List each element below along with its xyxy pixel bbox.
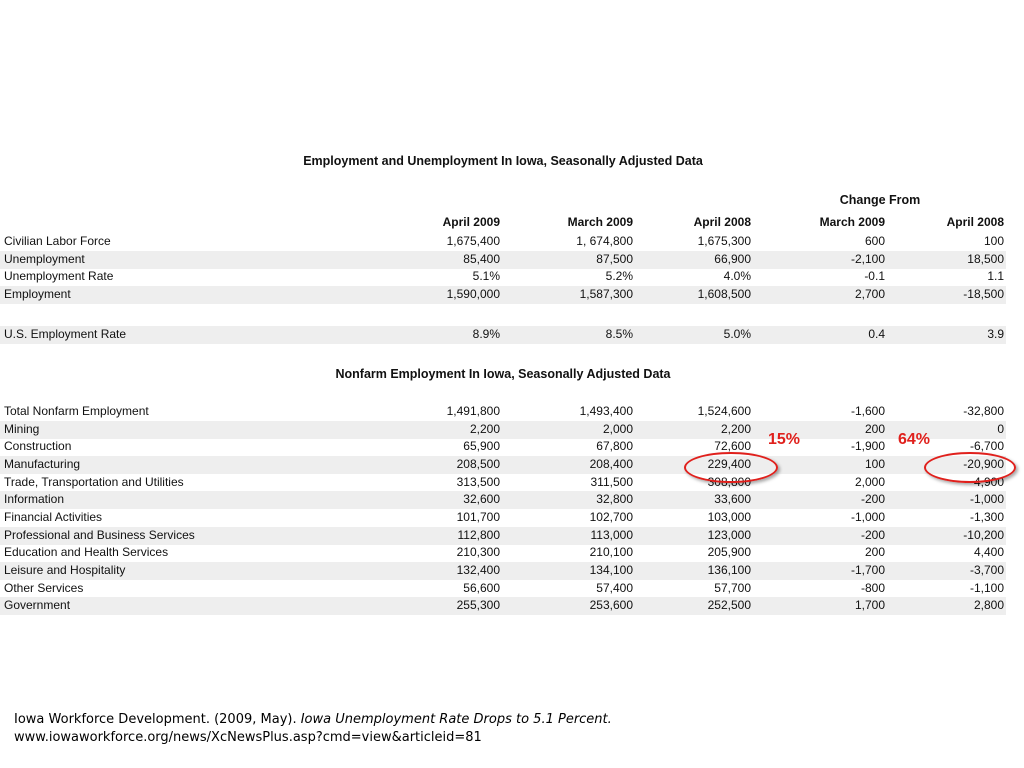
cell: 0: [997, 422, 1004, 436]
cell: 136,100: [707, 563, 751, 577]
cell: -200: [860, 492, 885, 506]
table1-title: Employment and Unemployment In Iowa, Seasonally Adjusted Data: [303, 154, 703, 168]
cell: 210,100: [589, 545, 633, 559]
cell: 102,700: [589, 510, 633, 524]
table1-header-row: [0, 214, 1006, 232]
cell: 1,524,600: [697, 404, 751, 418]
cell: -1,100: [969, 581, 1004, 595]
header-april-2008: April 2008: [693, 215, 751, 229]
cell: 1,608,500: [697, 287, 751, 301]
row-label: Unemployment Rate: [4, 269, 114, 283]
cell: 132,400: [456, 563, 500, 577]
cell: 123,000: [707, 528, 751, 542]
table-row: [0, 251, 1006, 269]
cell: 87,500: [596, 252, 633, 266]
cell: -200: [860, 528, 885, 542]
cell: 32,600: [463, 492, 500, 506]
cell: -1,300: [969, 510, 1004, 524]
cell: -3,700: [969, 563, 1004, 577]
cell: 1,675,300: [697, 234, 751, 248]
cell: 208,400: [589, 457, 633, 471]
row-label: U.S. Employment Rate: [4, 327, 127, 341]
cell: 1,587,300: [579, 287, 633, 301]
row-label: Unemployment: [4, 252, 85, 266]
table-row: [0, 456, 1006, 474]
cell: 5.1%: [472, 269, 500, 283]
header-april-2009: April 2009: [442, 215, 500, 229]
cell: -10,200: [963, 528, 1004, 542]
cell: -6,700: [969, 439, 1004, 453]
cell: 4,400: [973, 545, 1004, 559]
cell: 8.5%: [605, 327, 633, 341]
cell: 113,000: [590, 528, 633, 542]
cell: 100: [983, 234, 1004, 248]
cell: 0.4: [868, 327, 885, 341]
highlight-ellipse-manufacturing-april-2008: [684, 452, 778, 483]
table2-title: Nonfarm Employment In Iowa, Seasonally Adjusted Data: [335, 367, 671, 381]
table-row: [0, 491, 1006, 509]
cell: 3.9: [987, 327, 1004, 341]
row-label: Education and Health Services: [4, 545, 169, 559]
cell: 103,000: [707, 510, 751, 524]
header-change-april-2008: April 2008: [946, 215, 1004, 229]
cell: 252,500: [707, 598, 751, 612]
cell: -32,800: [963, 404, 1004, 418]
table-row: [0, 233, 1006, 251]
cell: 1,493,400: [579, 404, 633, 418]
cell: 57,700: [714, 581, 751, 595]
citation: [14, 711, 612, 747]
cell: -20,900: [963, 457, 1004, 471]
header-march-2009: March 2009: [567, 215, 633, 229]
header-change-march-2009: March 2009: [819, 215, 885, 229]
cell: 1,675,400: [446, 234, 500, 248]
cell: 67,800: [596, 439, 633, 453]
cell: -18,500: [963, 287, 1004, 301]
cell: 2,000: [602, 422, 633, 436]
cell: 2,700: [854, 287, 885, 301]
cell: 200: [864, 422, 885, 436]
cell: 100: [864, 457, 885, 471]
row-label: Employment: [4, 287, 71, 301]
cell: 5.0%: [723, 327, 751, 341]
table-row: [0, 580, 1006, 598]
row-label: Civilian Labor Force: [4, 234, 111, 248]
table-row: [0, 268, 1006, 286]
cell: 253,600: [589, 598, 633, 612]
highlight-ellipse-manufacturing-change: [924, 452, 1016, 483]
cell: 18,500: [967, 252, 1004, 266]
cell: 255,300: [456, 598, 500, 612]
row-label: Other Services: [4, 581, 84, 595]
change-from-header: Change From: [839, 193, 921, 207]
annotation-15-percent: 15%: [768, 431, 801, 448]
cell: 134,100: [589, 563, 633, 577]
cell: -1,900: [850, 439, 885, 453]
cell: 1,700: [854, 598, 885, 612]
row-label: Trade, Transportation and Utilities: [4, 475, 184, 489]
table-row-us-employment-rate: [0, 326, 1006, 344]
table-row: [0, 286, 1006, 304]
row-label: Leisure and Hospitality: [4, 563, 126, 577]
row-label: Total Nonfarm Employment: [4, 404, 149, 418]
row-label: Manufacturing: [4, 457, 81, 471]
row-label: Government: [4, 598, 71, 612]
cell: -1,700: [850, 563, 885, 577]
row-label: Construction: [4, 439, 72, 453]
citation-url: www.iowaworkforce.org/news/XcNewsPlus.asp?cmd=view&articleid=81: [14, 730, 482, 745]
table-row: [0, 562, 1006, 580]
table-row: [0, 544, 1006, 562]
cell: 65,900: [463, 439, 500, 453]
table-row: [0, 438, 1006, 456]
cell: 600: [864, 234, 885, 248]
cell: -1,000: [850, 510, 885, 524]
citation-line-1: [14, 711, 612, 729]
cell: 4,900: [973, 475, 1004, 489]
cell: 1.1: [987, 269, 1004, 283]
table-row: [0, 474, 1006, 492]
cell: 4.0%: [723, 269, 751, 283]
citation-source: Iowa Workforce Development. (2009, May).: [14, 712, 301, 727]
cell: 205,900: [707, 545, 751, 559]
cell: 56,600: [463, 581, 500, 595]
table-row: [0, 527, 1006, 545]
table-row: [0, 597, 1006, 615]
cell: 229,400: [707, 457, 751, 471]
cell: -1,000: [969, 492, 1004, 506]
cell: 2,800: [973, 598, 1004, 612]
table-row: [0, 421, 1006, 439]
cell: 1, 674,800: [576, 234, 633, 248]
cell: 8.9%: [472, 327, 500, 341]
cell: -1,600: [850, 404, 885, 418]
cell: 308,800: [707, 475, 751, 489]
cell: -2,100: [850, 252, 885, 266]
cell: 33,600: [714, 492, 751, 506]
cell: 85,400: [463, 252, 500, 266]
cell: 32,800: [596, 492, 633, 506]
annotation-64-percent: 64%: [898, 431, 931, 448]
cell: 2,200: [469, 422, 500, 436]
row-label: Professional and Business Services: [4, 528, 195, 542]
cell: 311,500: [590, 475, 633, 489]
row-label: Financial Activities: [4, 510, 103, 524]
cell: 2,200: [720, 422, 751, 436]
cell: 66,900: [714, 252, 751, 266]
cell: 210,300: [456, 545, 500, 559]
cell: 208,500: [456, 457, 500, 471]
cell: -800: [860, 581, 885, 595]
cell: 200: [864, 545, 885, 559]
row-label: Information: [4, 492, 65, 506]
citation-article-title: Iowa Unemployment Rate Drops to 5.1 Percent.: [300, 712, 612, 727]
cell: 57,400: [596, 581, 633, 595]
table-row: [0, 403, 1006, 421]
cell: 1,590,000: [446, 287, 500, 301]
table-row: [0, 509, 1006, 527]
cell: -0.1: [864, 269, 885, 283]
cell: 72,600: [714, 439, 751, 453]
cell: 313,500: [456, 475, 500, 489]
row-label: Mining: [4, 422, 40, 436]
cell: 2,000: [854, 475, 885, 489]
cell: 112,800: [457, 528, 500, 542]
cell: 5.2%: [605, 269, 633, 283]
spacer-row: [0, 304, 1006, 322]
cell: 1,491,800: [446, 404, 500, 418]
cell: 101,700: [456, 510, 500, 524]
